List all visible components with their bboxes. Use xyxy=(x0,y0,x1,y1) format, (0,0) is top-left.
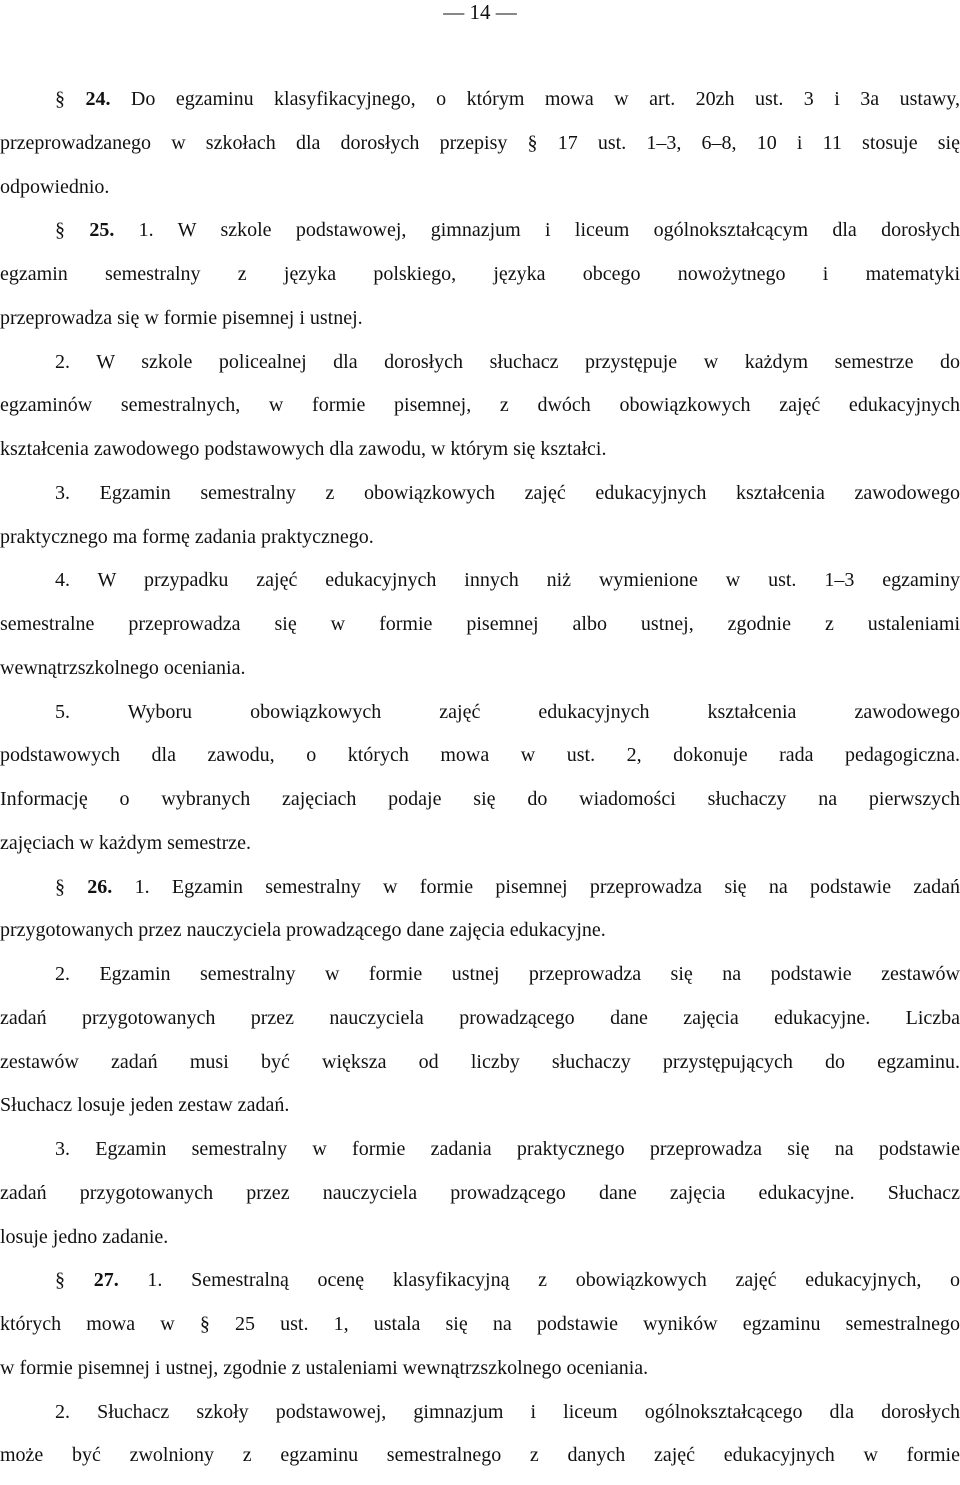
text-line xyxy=(0,436,960,462)
text-line xyxy=(0,830,960,856)
text-line xyxy=(0,699,960,725)
text-line xyxy=(0,392,960,418)
text-line xyxy=(0,742,960,768)
line-text: egzaminów semestralnych, w formie pisemnej, z dwóch obowiązkowych zajęć edukacyjnych xyxy=(0,394,960,416)
text-line xyxy=(0,261,960,287)
text-line xyxy=(0,349,960,375)
line-text: w formie pisemnej i ustnej, zgodnie z ustaleniami wewnątrzszkolnego oceniania. xyxy=(0,1357,649,1379)
page-number: — 14 — xyxy=(443,0,517,24)
text-line xyxy=(0,1355,960,1381)
text-line xyxy=(0,480,960,506)
text-line xyxy=(0,130,960,156)
text-line xyxy=(0,305,960,331)
text-line xyxy=(0,1442,960,1468)
line-text: podstawowych dla zawodu, o których mowa w ust. 2, dokonuje rada pedagogiczna. xyxy=(0,744,960,766)
text-line xyxy=(0,961,960,987)
line-text: 4. W przypadku zajęć edukacyjnych innych niż wymienione w ust. 1–3 egzaminy xyxy=(55,569,960,591)
line-text: 2. W szkole policealnej dla dorosłych słuchacz przystępuje w każdym semestrze do xyxy=(55,351,960,373)
line-text: kształcenia zawodowego podstawowych dla zawodu, w którym się kształci. xyxy=(0,438,607,460)
line-text: przeprowadza się w formie pisemnej i ustnej. xyxy=(0,307,363,329)
line-text: praktycznego ma formę zadania praktycznego. xyxy=(0,526,374,548)
text-line xyxy=(0,1224,960,1250)
text-line xyxy=(0,917,960,943)
line-text: wewnątrzszkolnego oceniania. xyxy=(0,657,246,679)
text-line xyxy=(0,786,960,812)
text-line xyxy=(0,1049,960,1075)
text-line xyxy=(0,874,960,900)
line-text: których mowa w § 25 ust. 1, ustala się na podstawie wyników egzaminu semestralnego xyxy=(0,1313,960,1335)
text-line xyxy=(0,86,960,112)
line-text: 3. Egzamin semestralny w formie zadania praktycznego przeprowadza się na podstawie xyxy=(55,1138,960,1160)
line-text: zajęciach w każdym semestrze. xyxy=(0,832,251,854)
text-line xyxy=(0,1399,960,1425)
line-text: 1. Egzamin semestralny w formie pisemnej przeprowadza się na podstawie zadań xyxy=(112,876,960,898)
line-text: 1. W szkole podstawowej, gimnazjum i liceum ogólnokształcącym dla dorosłych xyxy=(114,219,960,241)
text-line xyxy=(0,217,960,243)
text-line xyxy=(0,1136,960,1162)
section-sign: § xyxy=(55,1269,94,1291)
section-sign: § xyxy=(55,876,88,898)
text-line xyxy=(0,611,960,637)
line-text: zestawów zadań musi być większa od liczby słuchaczy przystępujących do egzaminu. xyxy=(0,1051,960,1073)
line-text: 2. Słuchacz szkoły podstawowej, gimnazjum i liceum ogólnokształcącego dla dorosłych xyxy=(55,1401,960,1423)
line-text: 5. Wyboru obowiązkowych zajęć edukacyjnych kształcenia zawodowego xyxy=(55,701,960,723)
text-line xyxy=(0,1180,960,1206)
line-text: zadań przygotowanych przez nauczyciela prowadzącego dane zajęcia edukacyjne. Liczba xyxy=(0,1007,960,1029)
text-line xyxy=(0,1311,960,1337)
text-line xyxy=(0,1092,960,1118)
text-line xyxy=(0,655,960,681)
line-text: przygotowanych przez nauczyciela prowadzącego dane zajęcia edukacyjne. xyxy=(0,919,606,941)
line-text: zadań przygotowanych przez nauczyciela prowadzącego dane zajęcia edukacyjne. Słuchacz xyxy=(0,1182,960,1204)
line-text: 3. Egzamin semestralny z obowiązkowych zajęć edukacyjnych kształcenia zawodowego xyxy=(55,482,960,504)
line-text: odpowiednio. xyxy=(0,176,110,198)
line-text: Informację o wybranych zajęciach podaje się do wiadomości słuchaczy na pierwszych xyxy=(0,788,960,810)
text-line xyxy=(0,524,960,550)
section-number: 25. xyxy=(89,219,115,241)
text-line xyxy=(0,1267,960,1293)
line-text: egzamin semestralny z języka polskiego, języka obcego nowożytnego i matematyki xyxy=(0,263,960,285)
text-line xyxy=(0,1005,960,1031)
line-text: semestralne przeprowadza się w formie pisemnej albo ustnej, zgodnie z ustaleniami xyxy=(0,613,960,635)
line-text: 1. Semestralną ocenę klasyfikacyjną z obowiązkowych zajęć edukacyjnych, o xyxy=(118,1269,960,1291)
line-text: Słuchacz losuje jeden zestaw zadań. xyxy=(0,1094,290,1116)
line-text: 2. Egzamin semestralny w formie ustnej przeprowadza się na podstawie zestawów xyxy=(55,963,960,985)
section-number: 24. xyxy=(85,88,111,110)
section-number: 27. xyxy=(93,1269,119,1291)
section-sign: § xyxy=(55,88,86,110)
text-line xyxy=(0,567,960,593)
section-number: 26. xyxy=(87,876,113,898)
line-text: losuje jedno zadanie. xyxy=(0,1226,169,1248)
line-text: może być zwolniony z egzaminu semestralnego z danych zajęć edukacyjnych w formie xyxy=(0,1444,960,1466)
section-sign: § xyxy=(55,219,90,241)
line-text: przeprowadzanego w szkołach dla dorosłych przepisy § 17 ust. 1–3, 6–8, 10 i 11 stosuje się xyxy=(0,132,960,154)
line-text: Do egzaminu klasyfikacyjnego, o którym mowa w art. 20zh ust. 3 i 3a ustawy, xyxy=(110,88,960,110)
text-line xyxy=(0,174,960,200)
